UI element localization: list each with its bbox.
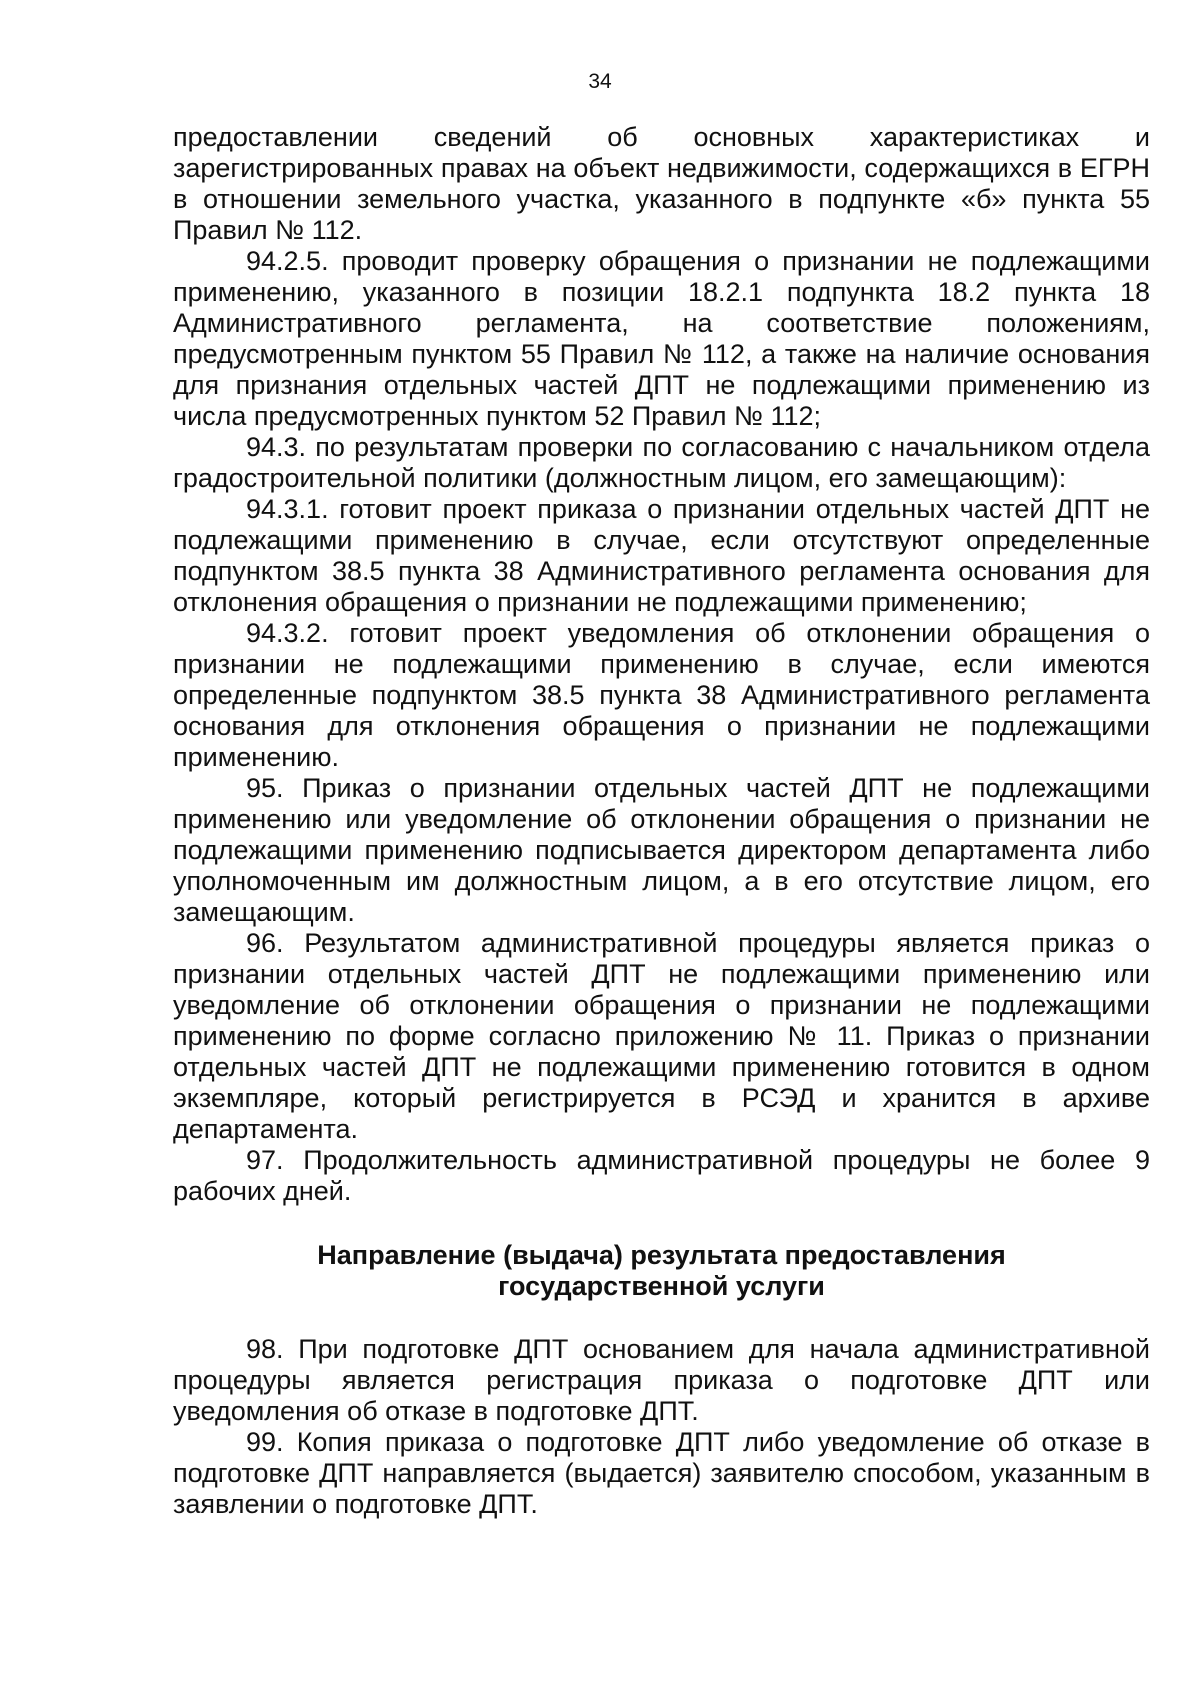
paragraph-continuation: предоставлении сведений об основных характеристиках и зарегистрированных правах на объект недвижимости, содержащихся в ЕГРН в отношении земельного участка, указанного в подпункте «б» пункта 55 Правил № 112. bbox=[173, 122, 1150, 245]
paragraph-94-2-5: 94.2.5. проводит проверку обращения о признании не подлежащими применению, указанного в позиции 18.2.1 подпункта 18.2 пункта 18 Административного регламента, на соответствие положениям, предусмотренным пунктом 55 Правил № 112, а также на наличие основания для признания отдельных частей ДПТ не подлежащими применению из числа предусмотренных пунктом 52 Правил № 112; bbox=[173, 246, 1150, 431]
section-title-line-1: Направление (выдача) результата предоставления bbox=[317, 1240, 1006, 1270]
paragraph-94-3: 94.3. по результатам проверки по согласованию с начальником отдела градостроительной политики (должностным лицом, его замещающим): bbox=[173, 432, 1150, 493]
paragraph-98: 98. При подготовке ДПТ основанием для начала административной процедуры является регистрация приказа о подготовке ДПТ или уведомления об отказе в подготовке ДПТ. bbox=[173, 1334, 1150, 1426]
document-body bbox=[173, 122, 1150, 1520]
paragraph-95: 95. Приказ о признании отдельных частей ДПТ не подлежащими применению или уведомление об отклонении обращения о признании не подлежащими применению подписывается директором департамента либо уполномоченным им должностным лицом, а в его отсутствие лицом, его замещающим. bbox=[173, 773, 1150, 927]
paragraph-99: 99. Копия приказа о подготовке ДПТ либо уведомление об отказе в подготовке ДПТ направляется (выдается) заявителю способом, указанным в заявлении о подготовке ДПТ. bbox=[173, 1427, 1150, 1519]
paragraph-94-3-1: 94.3.1. готовит проект приказа о признании отдельных частей ДПТ не подлежащими применению в случае, если отсутствуют определенные подпунктом 38.5 пункта 38 Административного регламента основания для отклонения обращения о признании не подлежащими применению; bbox=[173, 494, 1150, 617]
paragraph-97: 97. Продолжительность административной процедуры не более 9 рабочих дней. bbox=[173, 1145, 1150, 1206]
page-number: 34 bbox=[588, 70, 612, 93]
section-title-line-2: государственной услуги bbox=[498, 1271, 825, 1301]
paragraph-94-3-2: 94.3.2. готовит проект уведомления об отклонении обращения о признании не подлежащими применению в случае, если имеются определенные подпунктом 38.5 пункта 38 Административного регламента основания для отклонения обращения о признании не подлежащими применению. bbox=[173, 618, 1150, 772]
paragraph-96: 96. Результатом административной процедуры является приказ о признании отдельных частей ДПТ не подлежащими применению или уведомление об отклонении обращения о признании не подлежащими применению по форме согласно приложению № 11. Приказ о признании отдельных частей ДПТ не подлежащими применению готовится в одном экземпляре, который регистрируется в РСЭД и хранится в архиве департамента. bbox=[173, 928, 1150, 1144]
section-title bbox=[173, 1240, 1150, 1302]
